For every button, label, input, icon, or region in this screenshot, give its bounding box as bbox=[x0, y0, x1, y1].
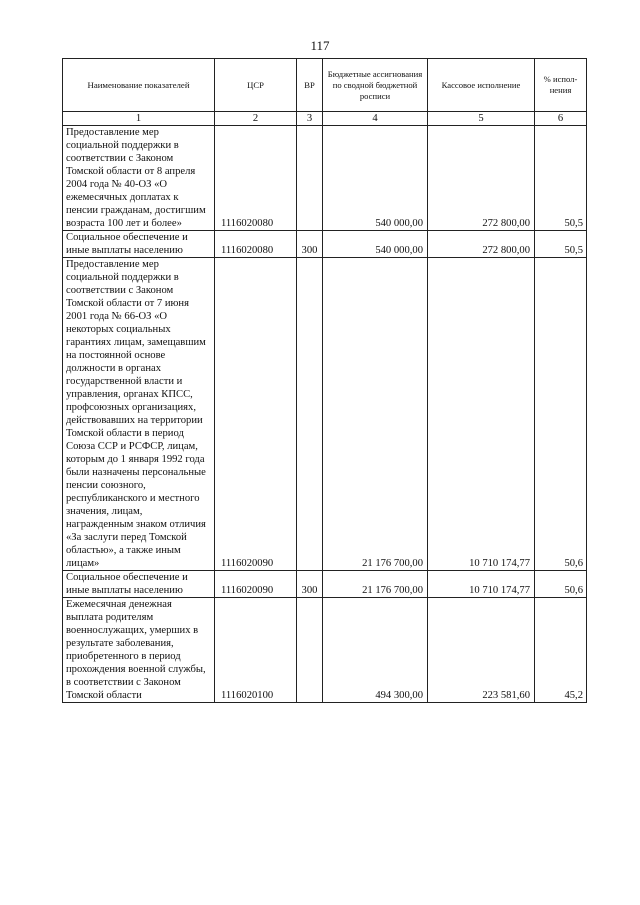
row-csr: 1116020090 bbox=[215, 258, 297, 571]
row-cash: 10 710 174,77 bbox=[428, 258, 535, 571]
table-row bbox=[63, 598, 587, 703]
row-budget: 21 176 700,00 bbox=[323, 258, 428, 571]
row-pct: 50,5 bbox=[535, 231, 587, 258]
column-number-row bbox=[63, 112, 587, 126]
table-row bbox=[63, 126, 587, 231]
row-budget: 540 000,00 bbox=[323, 231, 428, 258]
row-csr: 1116020100 bbox=[215, 598, 297, 703]
row-pct: 45,2 bbox=[535, 598, 587, 703]
header-pct: % испол-нения bbox=[535, 59, 587, 112]
column-number: 1 bbox=[63, 112, 215, 126]
row-csr: 1116020090 bbox=[215, 571, 297, 598]
row-name: Ежемесячная денежная выплата родителям военнослужащих, умерших в результате заболевания, приобретенного в период прохождения военной службы, в соответствии с Законом Томской области bbox=[63, 598, 215, 703]
column-number: 6 bbox=[535, 112, 587, 126]
row-budget: 21 176 700,00 bbox=[323, 571, 428, 598]
row-cash: 223 581,60 bbox=[428, 598, 535, 703]
column-number: 2 bbox=[215, 112, 297, 126]
row-budget: 540 000,00 bbox=[323, 126, 428, 231]
row-pct: 50,5 bbox=[535, 126, 587, 231]
row-name: Социальное обеспечение и иные выплаты населению bbox=[63, 571, 215, 598]
column-number: 3 bbox=[297, 112, 323, 126]
column-number: 5 bbox=[428, 112, 535, 126]
header-vr: ВР bbox=[297, 59, 323, 112]
header-row bbox=[63, 59, 587, 112]
row-pct: 50,6 bbox=[535, 571, 587, 598]
row-vr bbox=[297, 598, 323, 703]
row-csr: 1116020080 bbox=[215, 231, 297, 258]
column-number: 4 bbox=[323, 112, 428, 126]
row-vr: 300 bbox=[297, 231, 323, 258]
header-budget: Бюджетные ассигнования по сводной бюджетной росписи bbox=[323, 59, 428, 112]
header-name: Наименование показателей bbox=[63, 59, 215, 112]
row-cash: 272 800,00 bbox=[428, 231, 535, 258]
row-cash: 10 710 174,77 bbox=[428, 571, 535, 598]
row-name: Социальное обеспечение и иные выплаты населению bbox=[63, 231, 215, 258]
page-number: 117 bbox=[310, 38, 330, 53]
header-cash: Кассовое исполнение bbox=[428, 59, 535, 112]
row-pct: 50,6 bbox=[535, 258, 587, 571]
header-csr: ЦСР bbox=[215, 59, 297, 112]
row-vr bbox=[297, 126, 323, 231]
budget-execution-table bbox=[62, 58, 587, 703]
row-vr bbox=[297, 258, 323, 571]
table-row bbox=[63, 258, 587, 571]
row-name: Предоставление мер социальной поддержки в соответствии с Законом Томской области от 8 апреля 2004 года № 40-ОЗ «О ежемесячных доплатах к пенсии гражданам, достигшим возраста 100 лет и более» bbox=[63, 126, 215, 231]
table-row bbox=[63, 571, 587, 598]
row-cash: 272 800,00 bbox=[428, 126, 535, 231]
row-vr: 300 bbox=[297, 571, 323, 598]
row-name: Предоставление мер социальной поддержки в соответствии с Законом Томской области от 7 июня 2001 года № 66-ОЗ «О некоторых социальных гарантиях лицам, замещавшим на постоянной основе должности в органах государственной власти и управления, органах КПСС, профсоюзных организациях, действовавших на территории Томской области в период Союза ССР и РСФСР, лицам, которым до 1 января 1992 года были назначены персональные пенсии союзного, республиканского и местного значения, лицам, награжденным знаком отличия «За заслуги перед Томской областью», а также иным лицам» bbox=[63, 258, 215, 571]
row-budget: 494 300,00 bbox=[323, 598, 428, 703]
table-row bbox=[63, 231, 587, 258]
row-csr: 1116020080 bbox=[215, 126, 297, 231]
